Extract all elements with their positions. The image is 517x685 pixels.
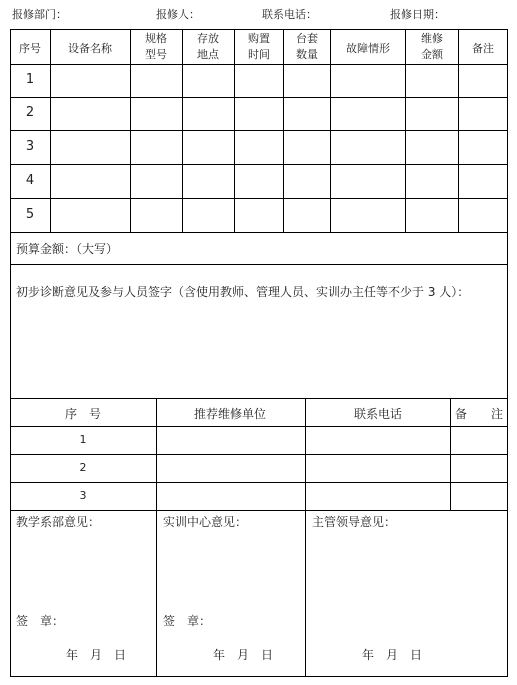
row-number: 1 [25, 72, 35, 87]
center-opinion-label: 实训中心意见： [163, 515, 248, 529]
grid-line [10, 398, 508, 399]
col-header-recommended-unit: 推荐维修单位 [193, 407, 267, 421]
grid-line [10, 130, 508, 131]
grid-line [10, 198, 508, 199]
col-header-purchase-line2: 时间 [248, 48, 270, 61]
row-number: 5 [25, 207, 35, 222]
dept-date-label: 年 月 日 [66, 648, 127, 662]
reporter-label: 报修人： [156, 8, 200, 21]
col-header-cost-line1: 维修 [421, 32, 443, 45]
dept-sign-label: 签 章： [16, 614, 65, 628]
grid-line [10, 510, 508, 511]
dept-label: 报修部门： [12, 8, 67, 21]
col-header-quantity-line2: 数量 [296, 48, 318, 61]
grid-line [10, 97, 508, 98]
grid-line [50, 29, 51, 232]
row-number: 3 [79, 489, 87, 502]
grid-line [330, 29, 331, 232]
grid-line [10, 454, 508, 455]
col-header-spec-line1: 规格 [145, 32, 167, 45]
col-header-seq-2: 序 号 [64, 407, 102, 421]
grid-line [10, 426, 508, 427]
col-header-note-2: 备 注 [454, 407, 504, 421]
col-header-purchase-time [248, 31, 270, 63]
diagnosis-label: 初步诊断意见及参与人员签字（含使用教师、管理人员、实训办主任等不少于 3 人）： [16, 285, 470, 299]
col-header-cost-line2: 金额 [421, 48, 443, 61]
grid-line [10, 264, 508, 265]
center-sign-label: 签 章： [163, 614, 212, 628]
grid-line [10, 164, 508, 165]
col-header-quantity-line1: 台套 [296, 32, 318, 45]
col-header-note: 备注 [472, 42, 494, 55]
grid-line [156, 398, 157, 677]
grid-line [450, 398, 451, 510]
grid-line [10, 232, 508, 233]
leader-date-label: 年 月 日 [362, 648, 423, 662]
col-header-seq: 序号 [19, 42, 41, 55]
row-number: 1 [79, 433, 87, 446]
budget-label: 预算金额：（大写） [16, 242, 119, 256]
row-number: 2 [79, 461, 87, 474]
col-header-location [197, 31, 219, 63]
grid-line [405, 29, 406, 232]
col-header-location-line1: 存放 [197, 32, 219, 45]
grid-line [182, 29, 183, 232]
col-header-location-line2: 地点 [197, 48, 219, 61]
date-label: 报修日期： [390, 8, 445, 21]
grid-line [458, 29, 459, 232]
grid-line [305, 398, 306, 677]
row-number: 4 [25, 173, 35, 188]
dept-opinion-label: 教学系部意见： [16, 515, 101, 529]
row-number: 2 [25, 105, 35, 120]
center-date-label: 年 月 日 [213, 648, 274, 662]
col-header-repair-cost [421, 31, 443, 63]
grid-line [234, 29, 235, 232]
grid-line [10, 482, 508, 483]
col-header-quantity [296, 31, 318, 63]
col-header-spec [145, 31, 167, 63]
form-frame [10, 29, 508, 677]
col-header-purchase-line1: 购置 [248, 32, 270, 45]
grid-line [130, 29, 131, 232]
col-header-spec-line2: 型号 [145, 48, 167, 61]
leader-opinion-label: 主管领导意见： [312, 515, 397, 529]
grid-line [283, 29, 284, 232]
row-number: 3 [25, 139, 35, 154]
col-header-fault: 故障情形 [346, 42, 390, 55]
col-header-equipment-name: 设备名称 [68, 42, 112, 55]
phone-label: 联系电话： [262, 8, 317, 21]
grid-line [10, 64, 508, 65]
col-header-contact-phone: 联系电话 [353, 407, 403, 421]
